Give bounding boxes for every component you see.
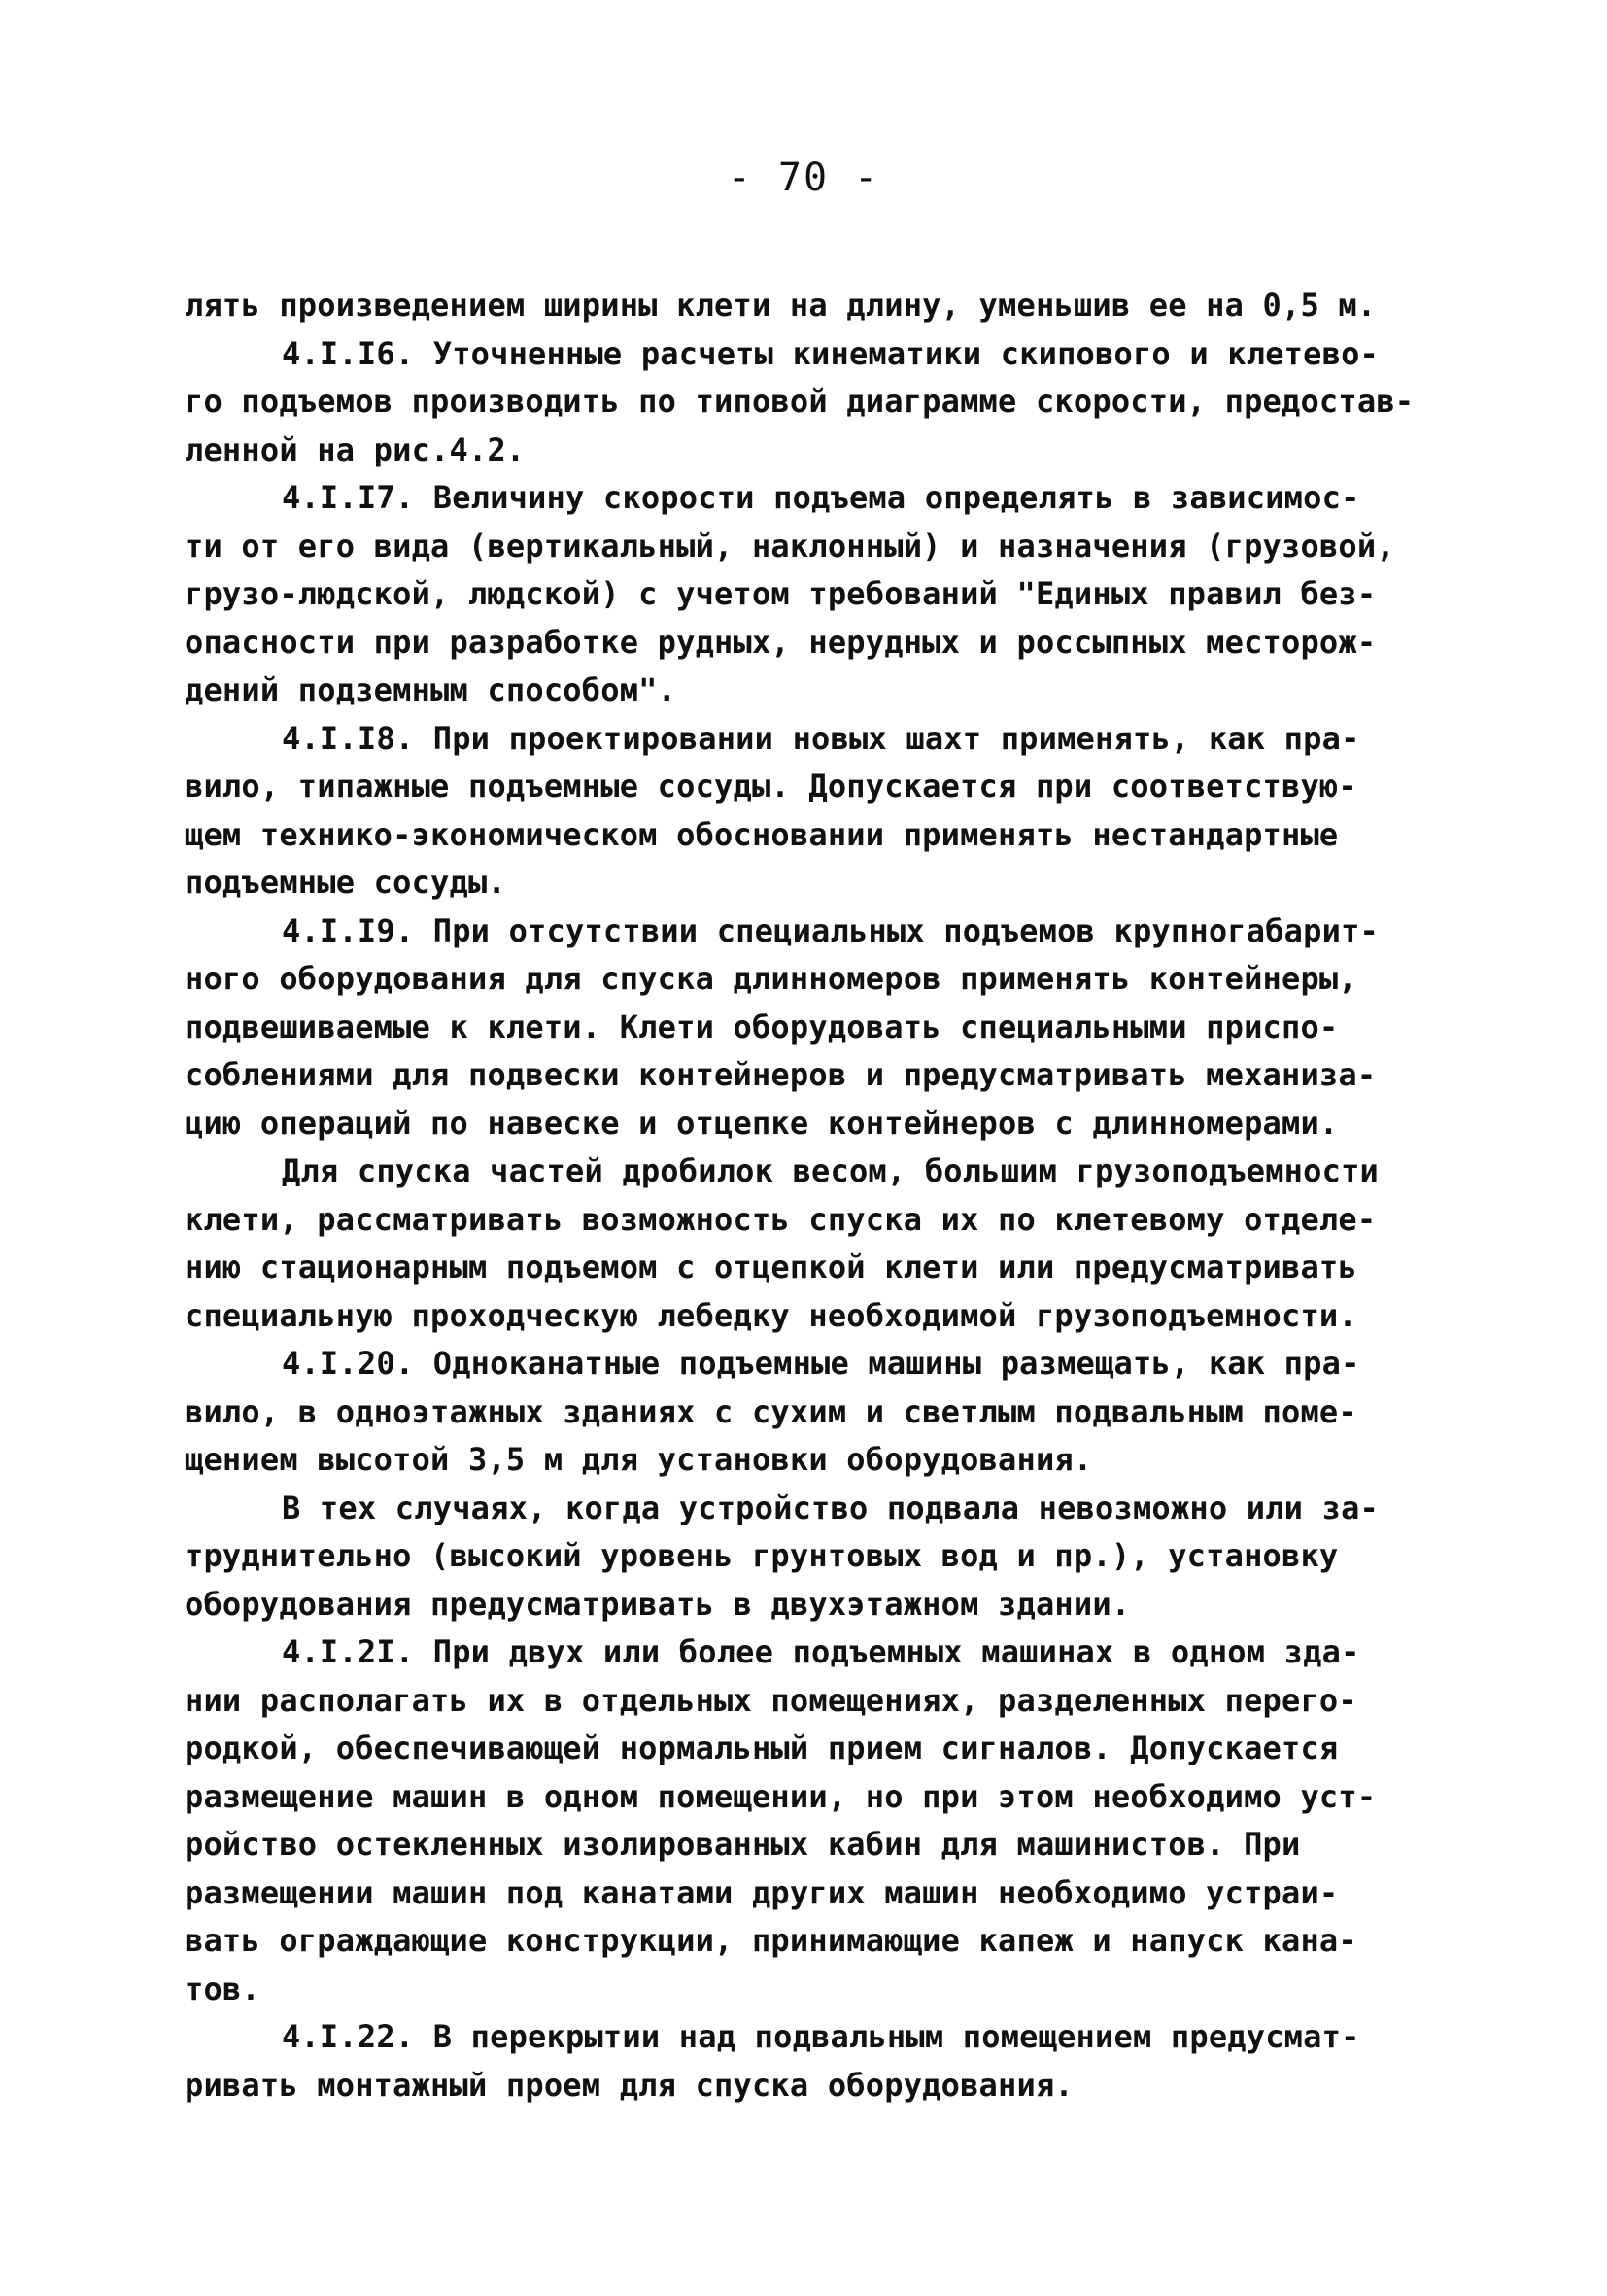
text-line: ленной на рис.4.2.: [185, 430, 526, 468]
text-line: ти от его вида (вертикальный, наклонный) и назначения (грузовой,: [185, 527, 1395, 565]
text-line: вило, в одноэтажных зданиях с сухим и светлым подвальным поме-: [185, 1392, 1357, 1430]
page-number: - 70 -: [727, 155, 880, 200]
text-line: 4.I.22. В перекрытии над подвальным помещением предусмат-: [282, 2018, 1360, 2055]
text-line: соблениями для подвески контейнеров и предусматривать механиза-: [185, 1056, 1377, 1093]
paragraph: [185, 1340, 1428, 1485]
paragraph: [185, 1628, 1428, 2013]
text-line: труднительно (высокий уровень грунтовых вод и пр.), установку: [185, 1537, 1339, 1574]
text-line: нии располагать их в отдельных помещениях, разделенных перего-: [185, 1681, 1357, 1719]
paragraph: [185, 2013, 1428, 2109]
paragraph: [185, 908, 1428, 1148]
text-line: дений подземным способом".: [185, 671, 677, 708]
text-line: размещение машин в одном помещении, но при этом необходимо уст-: [185, 1777, 1377, 1815]
text-line: ривать монтажный проем для спуска оборудования.: [185, 2066, 1074, 2104]
text-line: опасности при разработке рудных, нерудных и россыпных месторож-: [185, 623, 1377, 661]
text-line: вать ограждающие конструкции, принимающие капеж и напуск кана-: [185, 1922, 1357, 1959]
text-line: грузо-людской, людской) с учетом требований "Единых правил без-: [185, 575, 1377, 612]
paragraph: [185, 474, 1428, 715]
paragraph: [185, 715, 1428, 908]
text-line: щем технико-экономическом обосновании применять нестандартные: [185, 815, 1339, 853]
text-line: 4.I.I6. Уточненные расчеты кинематики скипового и клетево-: [282, 334, 1380, 372]
text-line: 4.I.20. Одноканатные подъемные машины размещать, как пра-: [282, 1345, 1360, 1382]
text-line: лять произведением ширины клети на длину, уменьшив ее на 0,5 м.: [185, 287, 1377, 324]
document-body: [185, 282, 1428, 2109]
text-line: нию стационарным подъемом с отцепкой клети или предусматривать: [185, 1249, 1357, 1285]
paragraph: [185, 1148, 1428, 1340]
text-line: родкой, обеспечивающей нормальный прием сигналов. Допускается: [185, 1730, 1339, 1766]
text-line: 4.I.I8. При проектировании новых шахт применять, как пра-: [282, 719, 1360, 757]
text-line: подвешиваемые к клети. Клети оборудовать специальными приспо-: [185, 1008, 1339, 1045]
text-line: цию операций по навеске и отцепке контейнеров с длинномерами.: [185, 1104, 1339, 1142]
paragraph: [185, 1485, 1428, 1629]
text-line: 4.I.I9. При отсутствии специальных подъемов крупногабарит-: [282, 911, 1380, 949]
text-line: 4.I.I7. Величину скорости подъема определять в зависимос-: [282, 479, 1360, 516]
text-line: вило, типажные подъемные сосуды. Допускается при соответствую-: [185, 768, 1357, 805]
paragraph: [185, 282, 1428, 330]
text-line: 4.I.2I. При двух или более подъемных машинах в одном зда-: [282, 1633, 1360, 1670]
text-line: го подъемов производить по типовой диаграмме скорости, предостав-: [185, 383, 1415, 420]
text-line: специальную проходческую лебедку необходимой грузоподъемности.: [185, 1296, 1357, 1334]
text-line: клети, рассматривать возможность спуска их по клетевому отделе-: [185, 1200, 1377, 1238]
text-line: подъемные сосуды.: [185, 864, 506, 901]
paragraph: [185, 330, 1428, 475]
text-line: оборудования предусматривать в двухэтажном здании.: [185, 1585, 1131, 1623]
text-line: В тех случаях, когда устройство подвала невозможно или за-: [282, 1489, 1380, 1526]
text-line: Для спуска частей дробилок весом, большим грузоподъемности: [282, 1152, 1380, 1189]
text-line: размещении машин под канатами других машин необходимо устраи-: [185, 1873, 1339, 1911]
text-line: тов.: [185, 1970, 260, 2007]
text-line: ройство остекленных изолированных кабин для машинистов. При: [185, 1826, 1301, 1863]
text-line: щением высотой 3,5 м для установки оборудования.: [185, 1441, 1093, 1478]
text-line: ного оборудования для спуска длинномеров применять контейнеры,: [185, 960, 1357, 997]
